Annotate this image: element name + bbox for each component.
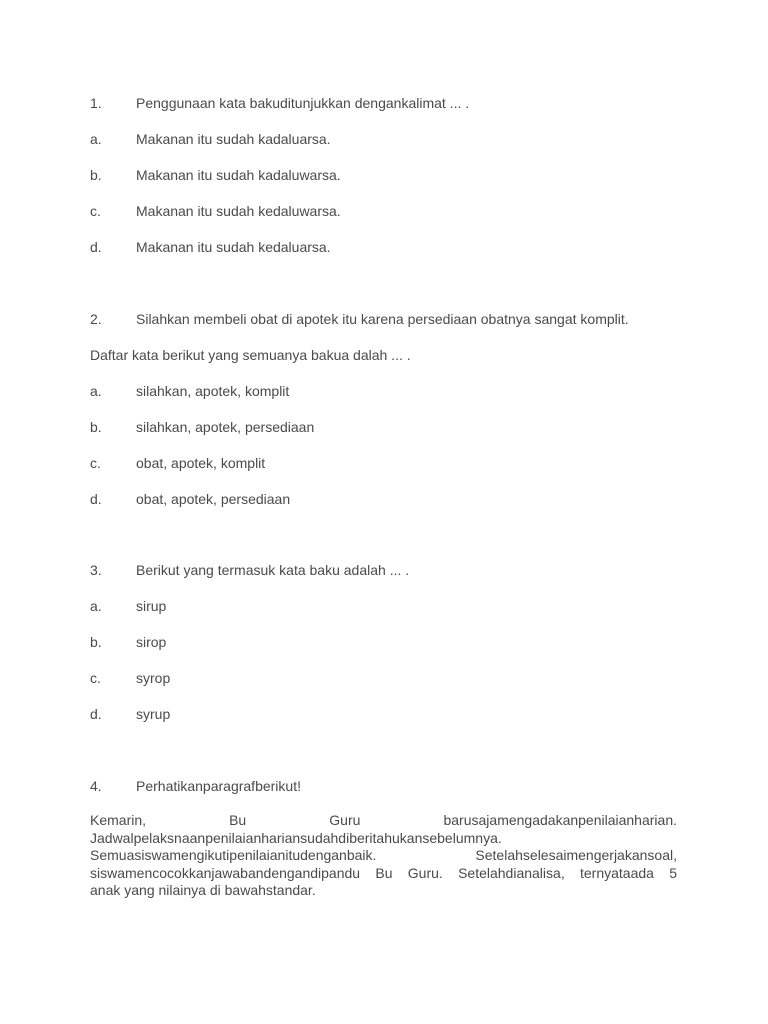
- option-letter: b.: [90, 634, 102, 650]
- option-text: obat, apotek, komplit: [136, 455, 266, 471]
- option-letter: a.: [90, 598, 102, 614]
- option-letter: c.: [90, 455, 101, 471]
- question-text: Berikut yang termasuk kata baku adalah ... .: [136, 562, 410, 578]
- option-3d: [90, 704, 170, 724]
- option-text: Makanan itu sudah kedaluarsa.: [136, 239, 331, 255]
- option-2d: [90, 489, 290, 509]
- option-1c: [90, 201, 341, 221]
- option-letter: c.: [90, 203, 101, 219]
- option-text: Makanan itu sudah kadaluwarsa.: [136, 167, 341, 183]
- option-letter: d.: [90, 706, 102, 722]
- option-letter: d.: [90, 491, 102, 507]
- paragraph-line: Jadwalpelaksnaanpenilaianhariansudahdiberitahukansebelumnya.: [90, 829, 502, 846]
- option-text: sirop: [136, 634, 167, 650]
- question-4: [90, 776, 301, 796]
- option-letter: a.: [90, 383, 102, 399]
- option-text: syrup: [136, 706, 171, 722]
- question-1: [90, 93, 469, 113]
- question-number: 1.: [90, 95, 102, 111]
- question-text: Penggunaan kata bakuditunjukkan dengankalimat ... .: [136, 95, 470, 111]
- option-text: sirup: [136, 598, 167, 614]
- question-2: [90, 309, 629, 329]
- paragraph-line: siswamencocokkanjawabandengandipandu Bu Guru. Setelahdianalisa, ternyataada 5: [90, 864, 677, 881]
- option-1b: [90, 165, 341, 185]
- option-3b: [90, 632, 166, 652]
- option-1a: [90, 129, 331, 149]
- question-2-subtext: Daftar kata berikut yang semuanya bakua dalah ... .: [90, 347, 411, 363]
- option-3a: [90, 596, 166, 616]
- question-number: 3.: [90, 562, 102, 578]
- question-4-paragraph: [90, 812, 677, 900]
- option-letter: a.: [90, 131, 102, 147]
- question-number: 4.: [90, 778, 102, 794]
- paragraph-line: Semuasiswamengikutipenilaianitudenganbaik. Setelahselesaimengerjakansoal,: [90, 847, 677, 864]
- option-2b: [90, 417, 314, 437]
- option-letter: b.: [90, 167, 102, 183]
- option-letter: b.: [90, 419, 102, 435]
- option-letter: c.: [90, 670, 101, 686]
- question-text: Perhatikanparagrafberikut!: [136, 778, 301, 794]
- question-text: Silahkan membeli obat di apotek itu karena persediaan obatnya sangat komplit.: [136, 311, 629, 327]
- option-1d: [90, 237, 331, 257]
- option-text: syrop: [136, 670, 171, 686]
- option-text: Makanan itu sudah kadaluarsa.: [136, 131, 331, 147]
- question-3: [90, 560, 409, 580]
- paragraph-line: Kemarin, Bu Guru barusajamengadakanpenilaianharian.: [90, 812, 677, 828]
- option-text: silahkan, apotek, komplit: [136, 383, 290, 399]
- option-text: silahkan, apotek, persediaan: [136, 419, 315, 435]
- option-2c: [90, 453, 265, 473]
- paragraph-line: anak yang nilainya di bawahstandar.: [90, 882, 316, 899]
- option-text: Makanan itu sudah kedaluwarsa.: [136, 203, 341, 219]
- option-3c: [90, 668, 170, 688]
- option-letter: d.: [90, 239, 102, 255]
- option-text: obat, apotek, persediaan: [136, 491, 291, 507]
- question-number: 2.: [90, 311, 102, 327]
- option-2a: [90, 381, 289, 401]
